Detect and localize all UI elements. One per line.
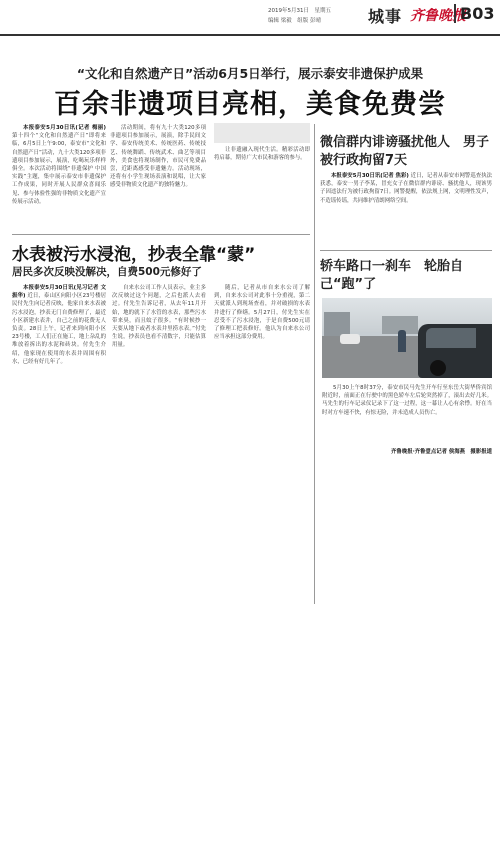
story1-column-2 (110, 124, 206, 232)
story4-credit (322, 448, 492, 464)
story3-byline: 本报泰安5月30日讯(记者 焦彩) (331, 173, 409, 179)
story2-column-1 (12, 284, 106, 604)
story1-text-1: 第十四个“文化和自然遗产日”即将来临，6月5日上午9:00，泰安市“文化和自然遗产日”活动，九十大类120多项非遗项目参加展示，展演，吃喝玩乐样样俱全。本次活动将围绕“非遗保护 中国实践”主题，集中展示泰安市非遗保护工作成果，同时开展人民群众喜闻乐见、参与体验性强的非物质文化遗产宣传展示活动。 (12, 133, 106, 205)
story2-text-2: 自来水公司工作人员表示，业主多次反映过这个问题，之后也派人去看过。付先生告诉记者，从去年11月开始，地的就下了水管的水表，那些污水带来臭，而且蚊子很多。“有时候抄一天要从地下或者水表井里捞水表。”付先生说，抄表员也看不清数字，只能估算用量。 (112, 285, 206, 349)
story3-headline: 微信群内诽谤骚扰他人 男子被行政拘留7天 (320, 135, 490, 168)
divider-story1 (12, 234, 310, 235)
section-name: 城事 (368, 7, 403, 26)
story2-subhead: 居民多次反映没解决，自费500元修好了 (12, 266, 202, 278)
story1-image (214, 123, 310, 143)
issue-date: 2019年5月31日 星期五 (268, 8, 331, 14)
column-divider (314, 124, 315, 604)
story2-column-3 (214, 284, 310, 604)
story3-text: 近日，记者从泰安市网警巡查执法获悉，泰安一男子李某，冒充女子在微信群内诽谤、骚扰他人，现该男子因违法行为被行政拘留7日。网警提醒，依法规上网，文明理性发声，不造谣传谣，共同维护清朗网络空间。 (320, 173, 492, 204)
story1-kicker: “文化和自然遗产日”活动6月5日举行，展示泰安非遗保护成果 (76, 66, 424, 81)
story1-byline: 本报泰安5月30日讯(记者 梅丽) (23, 125, 106, 131)
masthead (0, 0, 500, 36)
story1-text-2: 活动期间，将有九十大类120多项非遗项目参加展示，展演，除手民间文学、泰安传统美术、传统医药、传统技艺、传统舞蹈、传统武术、曲艺等项目外，美食也将现场制作，市民可免费品尝，近距离感受非遗魅力。活动现场，还将有小学生现场表演和说唱，让大家感受非物质文化遗产的独特魅力。 (110, 125, 206, 189)
story1-column-3 (214, 146, 310, 232)
story1-text-3: 让非遗融入现代生活。精彩活动即将启幕，期待广大市民和游客的参与。 (214, 147, 310, 162)
story4-caption (322, 384, 492, 446)
story2-text-3: 随后，记者从市自来水公司了解到，自来水公司对此事十分重视，第二天就派人到现场查看，并对破损的水表井进行了修缮。5月27日，付先生实在忍受不了污水浸泡，于是自费500元请了修理工把表修好。他认为自来水公司应当承担这部分费用。 (214, 285, 310, 341)
story1-headline: 百余非遗项目亮相，美食免费尝 (54, 89, 446, 120)
car-wheel-photo (322, 298, 492, 378)
story2-text-1: 近日，泰山区向阳小区23号楼居民付先生向记者反映，他家自来水表被污水浸泡，抄表无门自费修理了，最近小区新建水表井，自己之前的花费无人负责。28日上午，记者来到向阳小区23号楼，工人们正在施工，地上杂乱的堆放着拆出的水泥和砖块。付先生介绍，他家现在使用的水表井周围有积水，已经有好几年了。 (12, 293, 106, 365)
story2-byline: 本报泰安5月30日讯(见习记者 文振华) (12, 285, 106, 300)
divider-story3 (320, 250, 492, 251)
story4-text: 5月30上午8时37分，泰安市民马先生开车行至东岳大街华侨宾馆附近时，前面正在行驶中的黑色轿车左后轮突然掉了，滚出去好几米。马先生的行车记录仪记录下了这一过程，这一幕让人心有余悸。好在当时对方车速不快，有惊无险，并未造成人员伤亡。 (322, 385, 492, 416)
story2-column-2 (112, 284, 206, 604)
story4-headline: 轿车路口一刹车 轮胎自己“跑”了 (320, 259, 464, 292)
newspaper-logo: 齐鲁晚报 (410, 8, 466, 24)
story4-credit-text: 齐鲁晚报·齐鲁壹点记者 侯海燕 摄影报道 (391, 449, 492, 455)
story3-body (320, 172, 492, 246)
story2-headline: 水表被污水浸泡，抄表全靠“蒙” (12, 245, 256, 265)
page-number: B03 (454, 4, 494, 23)
editor-credits: 编辑 梁毅 组版 彭晴 (268, 18, 321, 24)
story1-column-1 (12, 124, 106, 232)
